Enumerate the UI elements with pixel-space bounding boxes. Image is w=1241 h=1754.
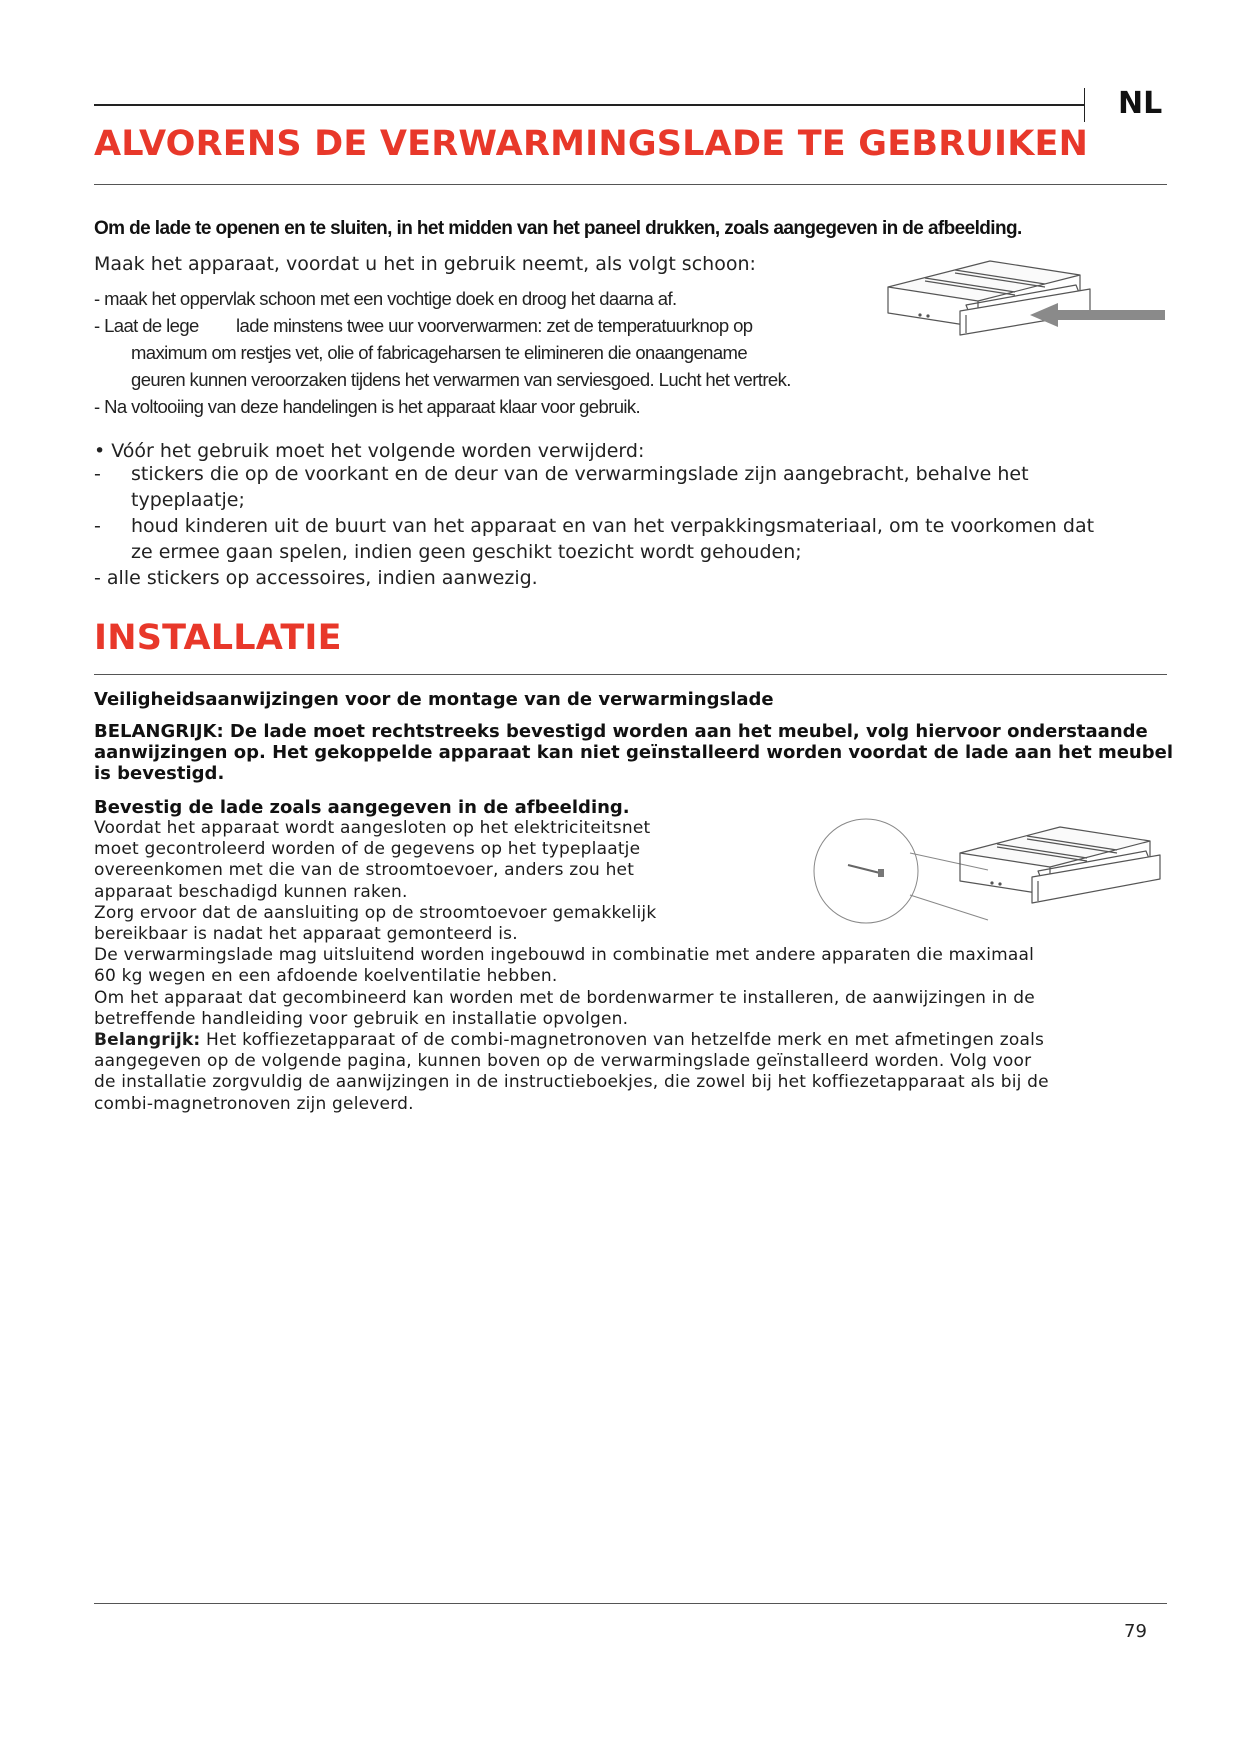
push-arrow-icon [1030, 303, 1165, 327]
cleaning-step: - Laat de lege [94, 315, 199, 336]
paragraph-line: de installatie zorgvuldig de aanwijzingen in de instructieboekjes, die zowel bij het koffiezetapparaat als bij de [94, 1072, 1049, 1093]
remove-item-dash: - [94, 515, 101, 537]
important-note-line: is bevestigd. [94, 763, 225, 784]
paragraph-line: bereikbaar is nadat het apparaat gemonteerd is. [94, 924, 518, 945]
remove-item-dash: - [94, 463, 101, 485]
drawer-installation-illustration [810, 815, 1170, 950]
paragraph-line: 60 kg wegen en een afdoende koelventilatie hebben. [94, 966, 558, 987]
paragraph-line: Voordat het apparaat wordt aangesloten op het elektriciteitsnet [94, 818, 651, 838]
section-divider [94, 184, 1167, 185]
section-divider [94, 674, 1167, 675]
important-note-line: aanwijzingen op. Het gekoppelde apparaat kan niet geïnstalleerd worden voordat de lade aan het meubel [94, 742, 1173, 763]
remove-item: houd kinderen uit de buurt van het apparaat en van het verpakkingsmateriaal, om te voorkomen dat [131, 515, 1095, 537]
remove-item-continued: typeplaatje; [131, 489, 245, 511]
important2-label: Belangrijk: [94, 1030, 201, 1051]
cleaning-step: - maak het oppervlak schoon met een vochtige doek en droog het daarna af. [94, 288, 677, 309]
footer-rule [94, 1603, 1167, 1604]
header-rule-tick [1084, 88, 1085, 122]
paragraph-line: combi-magnetronoven zijn geleverd. [94, 1093, 414, 1114]
remove-item-continued: ze ermee gaan spelen, indien geen geschikt toezicht wordt gehouden; [131, 541, 802, 563]
paragraph-line: aangegeven op de volgende pagina, kunnen boven op de verwarmingslade geïnstalleerd worden. Volg voor [94, 1051, 1032, 1072]
header-rule [94, 104, 1084, 106]
cleaning-step: - Na voltooiing van deze handelingen is het apparaat klaar voor gebruik. [94, 396, 641, 417]
remove-item: - alle stickers op accessoires, indien aanwezig. [94, 567, 538, 589]
cleaning-step: maximum om restjes vet, olie of fabricageharsen te elimineren die onaangename [131, 342, 748, 363]
safety-subtitle: Veiligheidsaanwijzingen voor de montage van de verwarmingslade [94, 689, 774, 710]
language-code: NL [1118, 86, 1163, 121]
cleaning-step: geuren kunnen veroorzaken tijdens het verwarmen van serviesgoed. Lucht het vertrek. [131, 369, 791, 390]
paragraph-line: overeenkomen met die van de stroomtoevoer, anders zou het [94, 860, 635, 881]
remove-item: stickers die op de voorkant en de deur van de verwarmingslade zijn aangebracht, behalve het [131, 463, 1029, 485]
important-note-line: BELANGRIJK: De lade moet rechtstreeks bevestigd worden aan het meubel, volg hiervoor onderstaande [94, 721, 1148, 742]
remove-intro: • Vóór het gebruik moet het volgende worden verwijderd: [94, 440, 645, 462]
cleaning-intro: Maak het apparaat, voordat u het in gebruik neemt, als volgt schoon: [94, 253, 756, 275]
paragraph-line: Om het apparaat dat gecombineerd kan worden met de bordenwarmer te installeren, de aanwijzingen in de [94, 987, 1035, 1008]
section-title-installation: INSTALLATIE [94, 618, 342, 658]
paragraph-line: moet gecontroleerd worden of de gegevens op het typeplaatje [94, 839, 641, 860]
drawer-push-illustration [880, 255, 1170, 375]
screw-detail-circle [814, 819, 918, 923]
section-title-before-use: ALVORENS DE VERWARMINGSLADE TE GEBRUIKEN [94, 124, 1089, 164]
lead-instruction: Om de lade te openen en te sluiten, in het midden van het paneel drukken, zoals aangegeven in de afbeelding. [94, 218, 1022, 239]
page-number: 79 [1124, 1621, 1147, 1642]
paragraph-line: Zorg ervoor dat de aansluiting op de stroomtoevoer gemakkelijk [94, 902, 657, 923]
paragraph-line: apparaat beschadigd kunnen raken. [94, 881, 408, 902]
paragraph-line: betreffende handleiding voor gebruik en installatie opvolgen. [94, 1008, 629, 1029]
important2-text: Het koffiezetapparaat of de combi-magnetronoven van hetzelfde merk en met afmetingen zoals [200, 1030, 1045, 1051]
cleaning-step: lade minstens twee uur voorverwarmen: zet de temperatuurknop op [236, 315, 753, 336]
important2-line [94, 1030, 1049, 1051]
paragraph-line: De verwarmingslade mag uitsluitend worden ingebouwd in combinatie met andere apparaten die maximaal [94, 945, 1035, 966]
fix-heading: Bevestig de lade zoals aangegeven in de afbeelding. [94, 797, 630, 818]
